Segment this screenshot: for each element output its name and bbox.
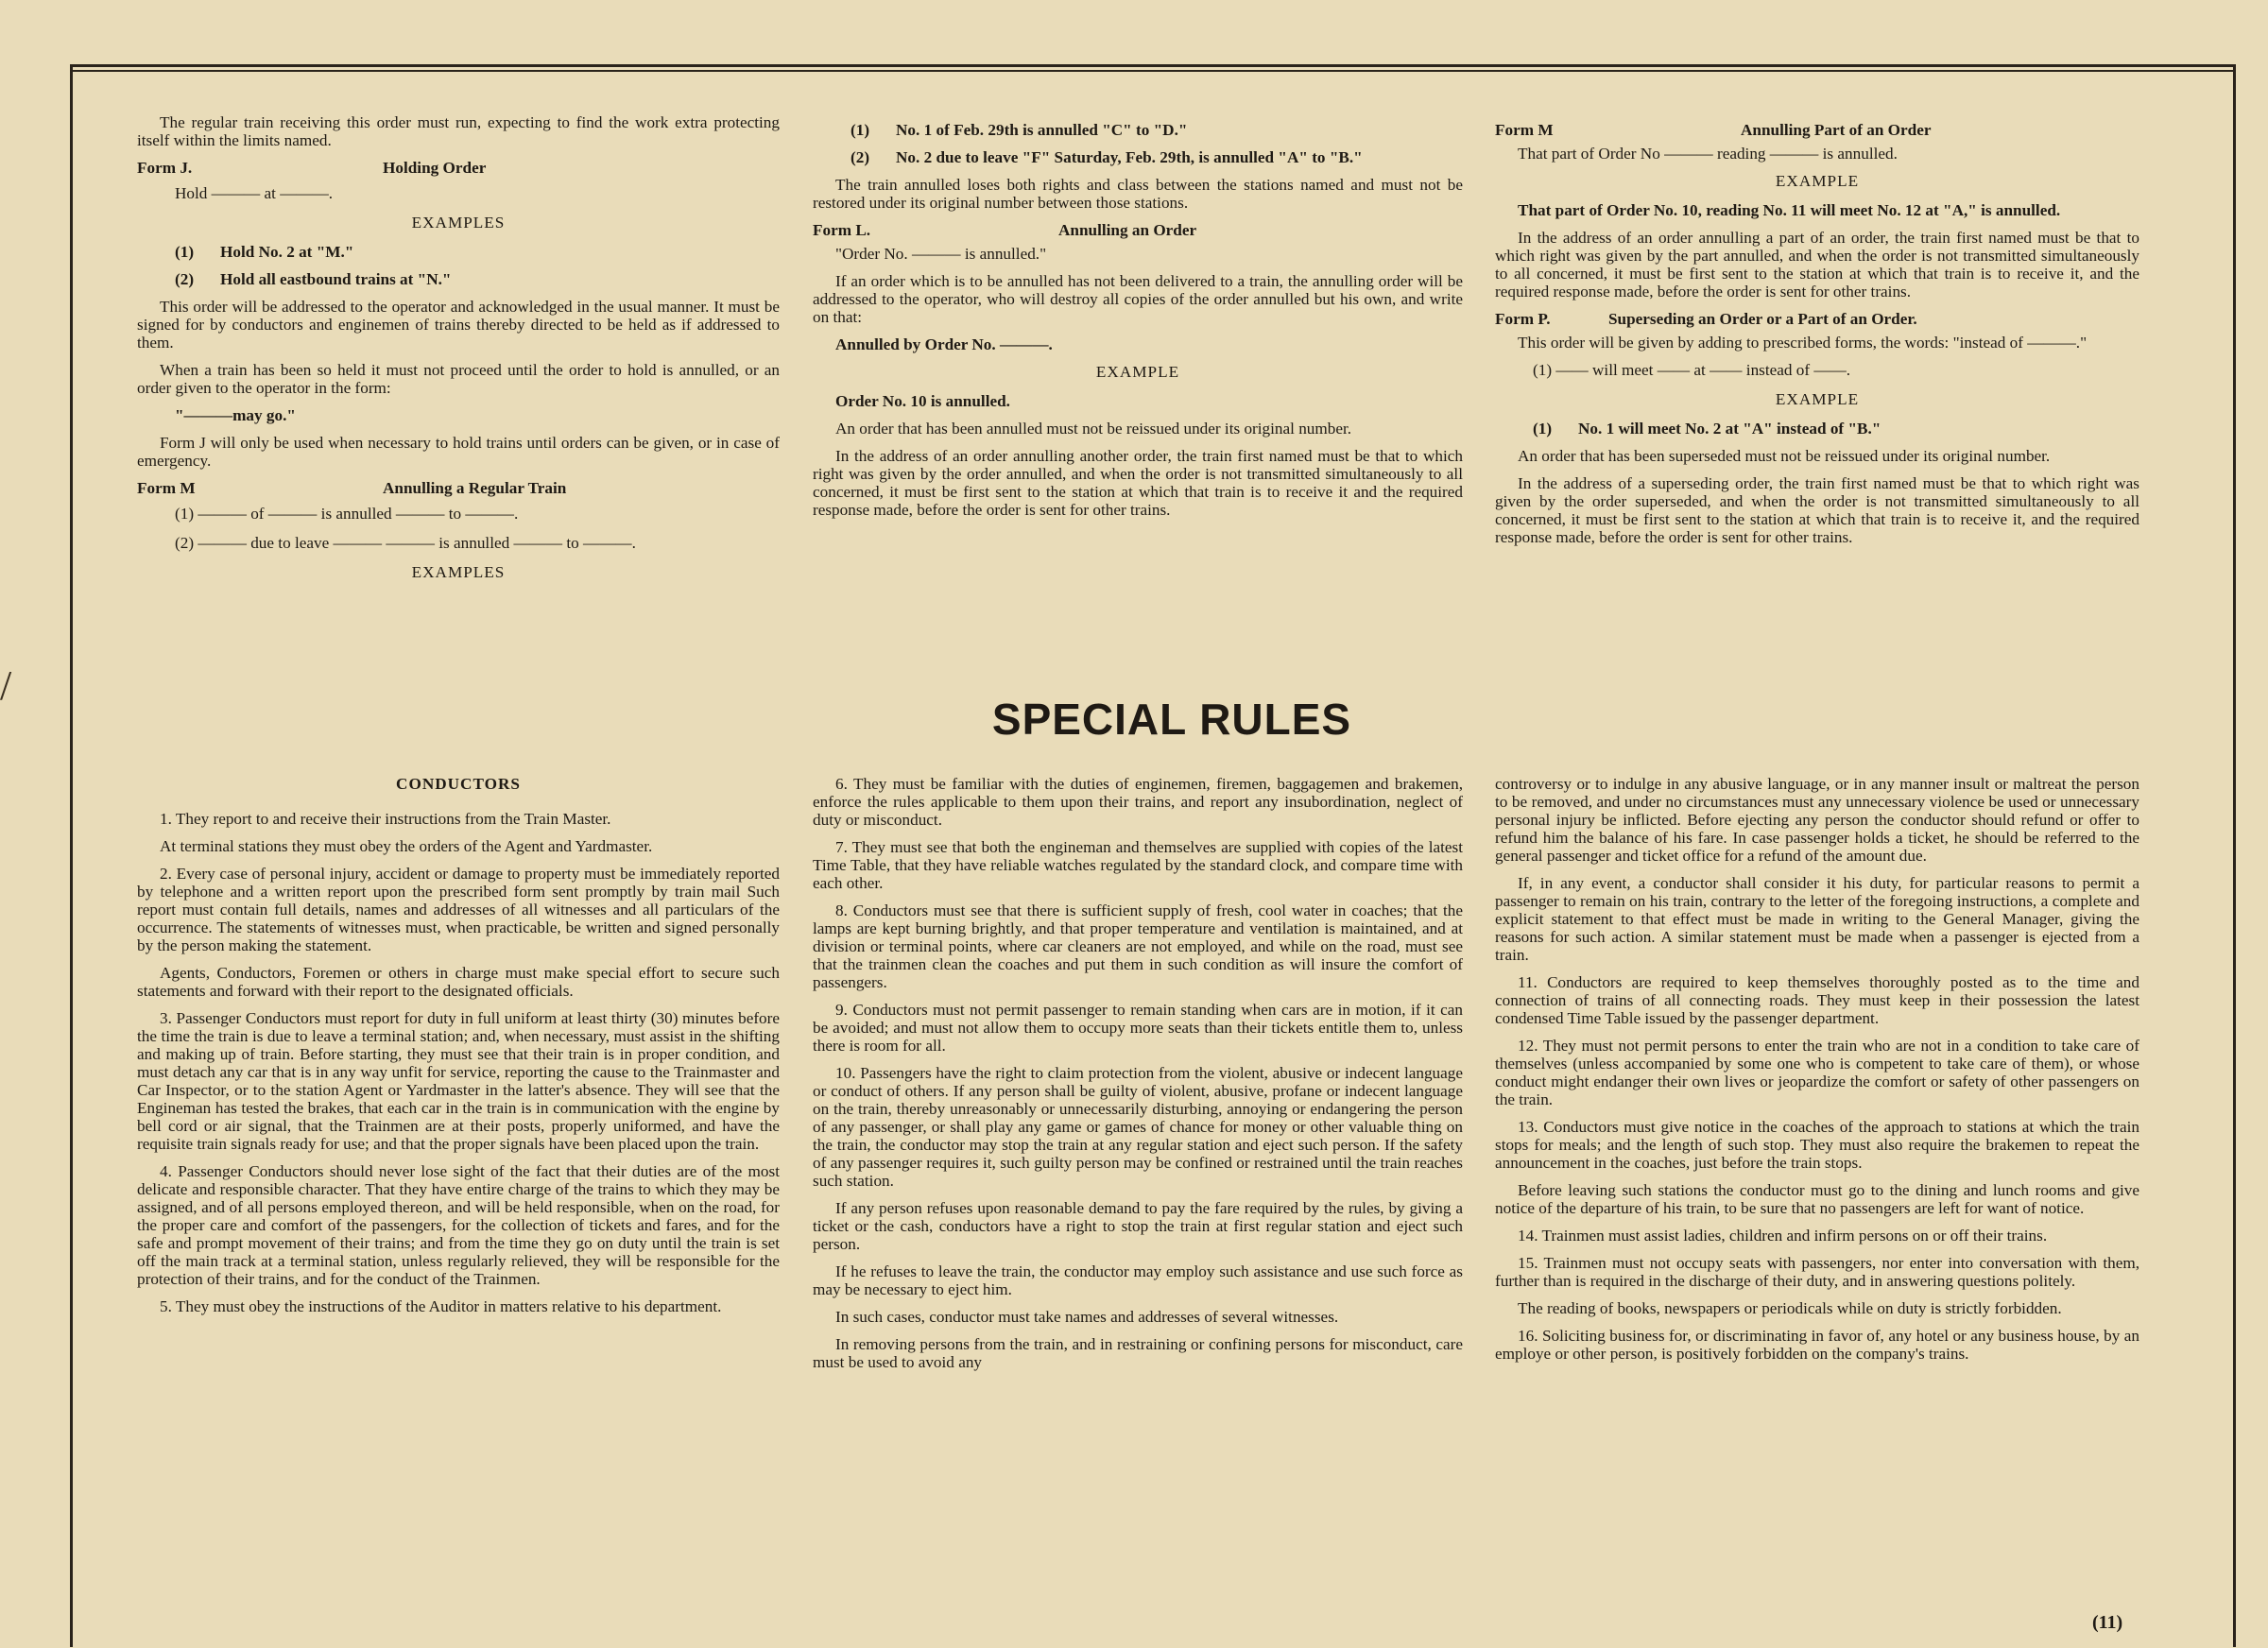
paragraph: If any person refuses upon reasonable demand to pay the fare required by the rules, by giving a ticket or the cash, conductors have a right to stop the train at first regular station and eject such person. (813, 1199, 1463, 1253)
form-p-template: (1) —— will meet —— at —— instead of ——. (1533, 361, 1851, 379)
form-m-template-1: (1) ——— of ——— is annulled ——— to ———. (175, 505, 519, 523)
paragraph: If he refuses to leave the train, the conductor may employ such assistance and use such force as may be necessary to eject him. (813, 1262, 1463, 1298)
paragraph: Before leaving such stations the conductor must go to the dining and lunch rooms and give notice of the departure of his train, to be sure that no passengers are left for want of notice. (1495, 1181, 2139, 1217)
paragraph: At terminal stations they must obey the orders of the Agent and Yardmaster. (160, 837, 653, 855)
example-heading: EXAMPLE (1775, 390, 1860, 408)
paragraph: The train annulled loses both rights and class between the stations named and must not be restored under its original number between those stations. (813, 176, 1463, 212)
paragraph: If an order which is to be annulled has not been delivered to a train, the annulling order will be addressed to the operator, who will destroy all copies of the order annulled but his own, and write on that: (813, 272, 1463, 326)
form-l-template: "Order No. ——— is annulled." (835, 245, 1047, 263)
ink-mark: / (0, 662, 12, 709)
column-middle-lower (813, 775, 1463, 1381)
rule: 14. Trainmen must assist ladies, children and infirm persons on or off their trains. (1518, 1227, 2048, 1245)
example-line: (1) No. 1 will meet No. 2 at "A" instead of "B." (1533, 420, 1881, 438)
column-left-lower (137, 775, 780, 1325)
rule: 5. They must obey the instructions of the Auditor in matters relative to his department. (160, 1297, 722, 1315)
example-line: (2) No. 2 due to leave "F" Saturday, Feb. 29th, is annulled "A" to "B." (850, 148, 1363, 166)
paragraph: An order that has been annulled must not be reissued under its original number. (835, 420, 1352, 438)
paragraph: An order that has been superseded must not be reissued under its original number. (1518, 447, 2051, 465)
paragraph: Form J will only be used when necessary to hold trains until orders can be given, or in case of emergency. (137, 434, 780, 470)
rule: 9. Conductors must not permit passenger to remain standing when cars are in motion, if it can be avoided; and must not allow them to occupy more seats than their tickets entitle them to, unless there is room for all. (813, 1001, 1463, 1055)
paragraph: In the address of a superseding order, the train first named must be that to which right was given by the order superseded, and when the order is not transmitted simultaneously to all concerned, it must be first sent to the station at which that train is to receive it, and the required response made, before the order is sent for other trains. (1495, 474, 2139, 546)
examples-heading: EXAMPLES (411, 214, 506, 232)
form-m-part-template: That part of Order No ——— reading ——— is annulled. (1518, 145, 1898, 163)
rule: 13. Conductors must give notice in the coaches of the approach to stations at which the train stops for meals; and the length of such stop. They must also require the brakemen to repeat the announcement in the coaches, just before the train stops. (1495, 1118, 2139, 1172)
form-m-template-2: (2) ——— due to leave ——— ——— is annulled ——— to ———. (175, 534, 636, 552)
paragraph: In the address of an order annulling a part of an order, the train first named must be that to which right was given by the part annulled, and when the order is not transmitted simultaneously to all concerned, it must be first sent to the station at which that train is to receive it, and the required response made, before the order is sent for other trains. (1495, 229, 2139, 300)
paragraph: This order will be addressed to the operator and acknowledged in the usual manner. It must be signed for by conductors and enginemen of trains thereby directed to be held as if addressed to them. (137, 298, 780, 352)
example-line: Order No. 10 is annulled. (835, 392, 1010, 410)
example-heading: EXAMPLE (1095, 363, 1180, 381)
rule: 15. Trainmen must not occupy seats with passengers, nor enter into conversation with them, further than is required in the discharge of their duty, and in answering questions politely. (1495, 1254, 2139, 1290)
example-line: (1) No. 1 of Feb. 29th is annulled "C" to "D." (850, 121, 1188, 139)
paragraph: The regular train receiving this order must run, expecting to find the work extra protecting itself within the limits named. (137, 113, 780, 149)
rule: 1. They report to and receive their instructions from the Train Master. (160, 810, 611, 828)
example-heading: EXAMPLE (1775, 172, 1860, 190)
rule: 11. Conductors are required to keep themselves thoroughly posted as to the time and connection of trains of all connecting roads. They must keep in their possession the latest condensed Time Table issued by the passenger department. (1495, 973, 2139, 1027)
paragraph: The reading of books, newspapers or periodicals while on duty is strictly forbidden. (1518, 1299, 2062, 1317)
column-right-top (1495, 113, 2139, 556)
paragraph: In the address of an order annulling another order, the train first named must be that to which right was given by the order annulled, and when the order is not transmitted simultaneously to all concerned, it must be first sent to the station at which that train is to receive it and the required response made, before the order is sent for other trains. (813, 447, 1463, 519)
form-j-template: Hold ——— at ———. (175, 184, 334, 202)
rule: 3. Passenger Conductors must report for duty in full uniform at least thirty (30) minutes before the time the train is due to leave a terminal station; and, when necessary, must assist in the shifting and making up of train. Before starting, they must see that their train is in proper condition, and must detach any car that is in any way unfit for service, reporting the cause to the Trainmaster and Car Inspector, or to the station Agent or Yardmaster in the latter's absence. They will see that the Engineman has tested the brakes, that each car in the train is in communication with the engine by bell cord or air signal, that the Trainmen are at their posts, properly uniformed, and have the requisite train signals ready for use; and that the proper signals have been placed upon the train. (137, 1009, 780, 1153)
annulled-by-line: Annulled by Order No. ———. (835, 335, 1053, 353)
form-m-heading: Form M Annulling a Regular Train (137, 479, 567, 497)
special-rules-title: SPECIAL RULES (991, 695, 1352, 744)
rule: 16. Soliciting business for, or discriminating in favor of, any hotel or any business house, by an employe or other person, is positively forbidden on the company's trains. (1495, 1327, 2139, 1363)
rule: 8. Conductors must see that there is sufficient supply of fresh, cool water in coaches; that the lamps are kept burning brightly, and that proper temperature and ventilation is maintained, and at division or terminal points, where car cleaners are not employed, and while on the road, must see that the trainmen clean the coaches and put them in such condition as will insure the comfort of passengers. (813, 901, 1463, 991)
examples-heading: EXAMPLES (411, 563, 506, 581)
example-line: That part of Order No. 10, reading No. 11 will meet No. 12 at "A," is annulled. (1518, 201, 2061, 219)
paragraph: Agents, Conductors, Foremen or others in charge must make special effort to secure such statements and forward with their report to the designated officials. (137, 964, 780, 1000)
paragraph: In such cases, conductor must take names and addresses of several witnesses. (835, 1308, 1339, 1326)
form-p-heading: Form P. Superseding an Order or a Part of an Order. (1495, 310, 1917, 328)
form-j-heading: Form J. Holding Order (137, 159, 487, 177)
form-m-part-heading: Form M Annulling Part of an Order (1495, 121, 1932, 139)
paragraph: This order will be given by adding to prescribed forms, the words: "instead of ———." (1518, 334, 2088, 352)
paragraph: If, in any event, a conductor shall consider it his duty, for particular reasons to permit a passenger to remain on his train, contrary to the letter of the foregoing instructions, a complete and explicit statement to that effect must be made in writing to the General Manager, giving the reasons for such action. A similar statement must be made when a passenger is ejected from a train. (1495, 874, 2139, 964)
column-middle-top (813, 113, 1463, 528)
paragraph: controversy or to indulge in any abusive language, or in any manner insult or maltreat the person to be removed, and under no circumstances must any unnecessary violence be used or unnecessary personal injury be inflicted. Before ejecting any person the conductor should refund or offer to refund him the balance of his fare. In case passenger holds a ticket, he should be referred to the general passenger and ticket office for a refund of the amount due. (1495, 775, 2139, 865)
page-number: (11) (2092, 1612, 2123, 1633)
paragraph: In removing persons from the train, and in restraining or confining persons for misconduct, care must be used to avoid any (813, 1335, 1463, 1371)
rule: 4. Passenger Conductors should never lose sight of the fact that their duties are of the most delicate and responsible character. That they have entire charge of the trains to which they may be assigned, and of all persons employed thereon, and will be held responsible, when on the road, for the proper care and comfort of the passengers, for the collection of tickets and fares, and for the safe and prompt movement of their trains; and from the time they go on duty until the train is set off the main track at a terminal station, unless regularly relieved, they will be responsible for the protection of their trains, and for the conduct of the Trainmen. (137, 1162, 780, 1288)
conductors-heading: CONDUCTORS (396, 775, 521, 793)
example-line: (2) Hold all eastbound trains at "N." (175, 270, 452, 288)
example-line: (1) Hold No. 2 at "M." (175, 243, 354, 261)
rule: 12. They must not permit persons to enter the train who are not in a condition to take care of themselves (unless accompanied by some one who is competent to take care of them), or whose conduct might endanger their own lives or jeopardize the comfort or safety of other passengers on the train. (1495, 1037, 2139, 1108)
rule: 10. Passengers have the right to claim protection from the violent, abusive or indecent language or conduct of others. If any person shall be guilty of violent, abusive, profane or indecent language on the train, thereby unreasonably or unnecessarily disturbing, annoying or endangering the person of any passenger, or shall play any game or games of chance for money or other valuable thing on the train, the conductor may stop the train at any regular station and eject such person. If the safety of any passenger requires it, such guilty person may be confined or restrained until the train reaches such station. (813, 1064, 1463, 1190)
form-l-heading: Form L. Annulling an Order (813, 221, 1197, 239)
column-left-top (137, 113, 780, 592)
paragraph: When a train has been so held it must not proceed until the order to hold is annulled, or an order given to the operator in the form: (137, 361, 780, 397)
may-go-line: "———may go." (175, 406, 296, 424)
rule: 2. Every case of personal injury, accident or damage to property must be immediately reported by telephone and a written report upon the prescribed form sent promptly by train mail Such report must contain full details, names and addresses of all witnesses and all particulars of the occurrence. The statements of witnesses must, when practicable, be written and signed personally by the person making the statement. (137, 865, 780, 954)
column-right-lower (1495, 775, 2139, 1372)
rule: 7. They must see that both the engineman and themselves are supplied with copies of the latest Time Table, that they have reliable watches regulated by the standard clock, and compare time with each other. (813, 838, 1463, 892)
rule: 6. They must be familiar with the duties of enginemen, firemen, baggagemen and brakemen, enforce the rules applicable to them upon their trains, and report any insubordination, neglect of duty or misconduct. (813, 775, 1463, 829)
